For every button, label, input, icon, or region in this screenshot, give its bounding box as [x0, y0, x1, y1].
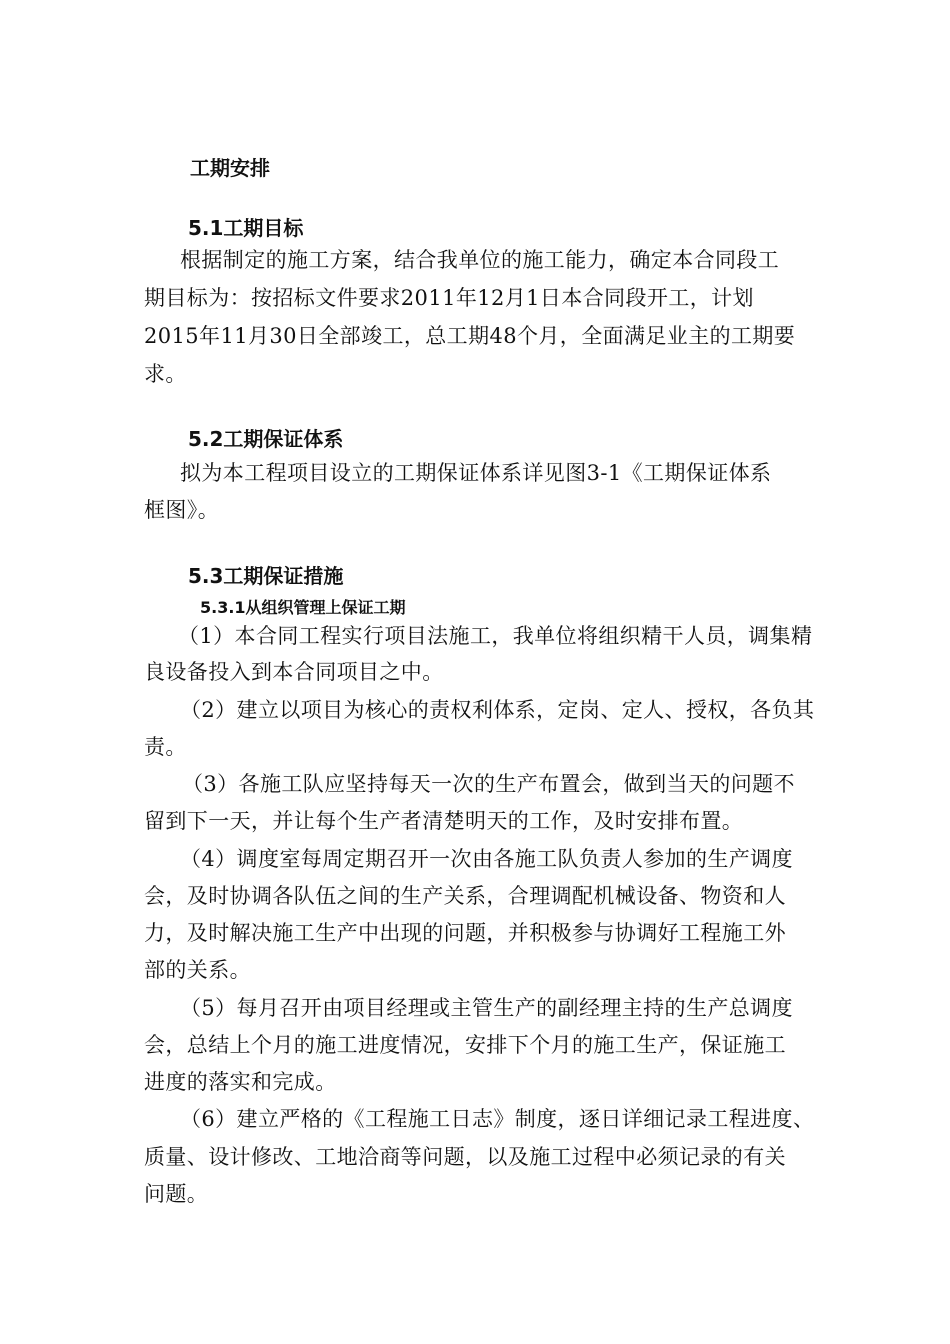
paragraph-line: （4）调度室每周定期召开一次由各施工队负责人参加的生产调度: [180, 847, 793, 871]
paragraph-line: 进度的落实和完成。: [144, 1070, 337, 1094]
paragraph-line: 质量、设计修改、工地洽商等问题，以及施工过程中必须记录的有关: [144, 1145, 786, 1169]
paragraph-line: 拟为本工程项目设立的工期保证体系详见图3-1《工期保证体系: [180, 461, 772, 485]
paragraph-line: 2015年11月30日全部竣工，总工期48个月，全面满足业主的工期要: [144, 324, 796, 348]
paragraph-line: 框图》。: [144, 498, 220, 522]
section-5-2-heading: 5.2工期保证体系: [188, 427, 344, 451]
paragraph-line: （2）建立以项目为核心的责权利体系，定岗、定人、授权，各负其: [180, 698, 815, 722]
section-5-1-heading: 5.1工期目标: [188, 216, 304, 240]
paragraph-line: 部的关系。: [144, 958, 251, 982]
paragraph-line: 会，及时协调各队伍之间的生产关系，合理调配机械设备、物资和人: [144, 884, 786, 908]
paragraph-line: 力，及时解决施工生产中出现的问题，并积极参与协调好工程施工外: [144, 921, 786, 945]
paragraph-line: （5）每月召开由项目经理或主管生产的副经理主持的生产总调度: [180, 996, 793, 1020]
paragraph-line: 求。: [144, 362, 187, 386]
section-5-3-heading: 5.3工期保证措施: [188, 564, 344, 588]
section-5-3-1-heading: 5.3.1从组织管理上保证工期: [200, 598, 406, 617]
paragraph-line: （1）本合同工程实行项目法施工，我单位将组织精干人员，调集精: [178, 624, 813, 648]
paragraph-line: （6）建立严格的《工程施工日志》制度，逐日详细记录工程进度、: [180, 1107, 815, 1131]
paragraph-line: 留到下一天，并让每个生产者清楚明天的工作，及时安排布置。: [144, 809, 744, 833]
paragraph-line: 期目标为：按招标文件要求2011年12月1日本合同段开工，计划: [144, 286, 754, 310]
paragraph-line: 会，总结上个月的施工进度情况，安排下个月的施工生产，保证施工: [144, 1033, 786, 1057]
document-title: 工期安排: [190, 156, 270, 180]
paragraph-line: 责。: [144, 735, 187, 759]
paragraph-line: 根据制定的施工方案，结合我单位的施工能力，确定本合同段工: [180, 248, 780, 272]
paragraph-line: （3）各施工队应坚持每天一次的生产布置会，做到当天的问题不: [182, 772, 795, 796]
paragraph-line: 良设备投入到本合同项目之中。: [144, 660, 444, 684]
paragraph-line: 问题。: [144, 1182, 209, 1206]
